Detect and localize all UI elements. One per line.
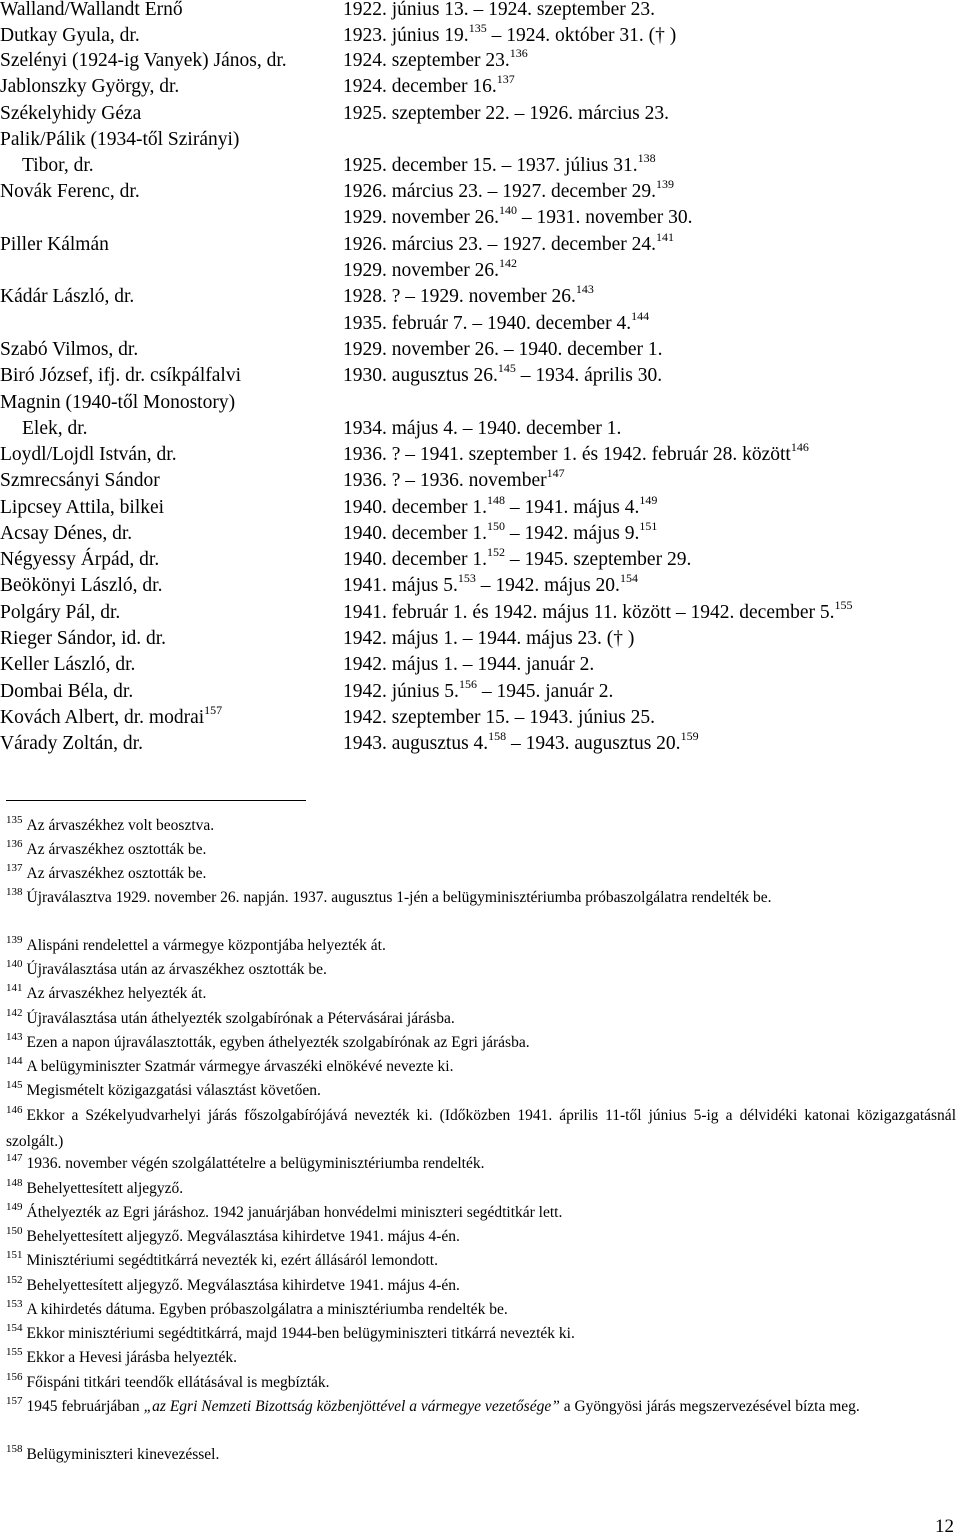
footnote-ref[interactable]: 151 — [639, 519, 658, 533]
term-of-office: 1936. ? – 1941. szeptember 1. és 1942. február 28. között$^{146}$ — [343, 440, 809, 465]
table-row — [0, 153, 960, 179]
footnote-ref[interactable]: 147 — [546, 466, 565, 480]
official-name: Polgáry Pál, dr. — [0, 602, 121, 623]
footnote-ref[interactable]: 142 — [498, 256, 517, 270]
table-row — [0, 547, 960, 573]
official-name: Loydl/Lojdl István, dr. — [0, 444, 177, 465]
official-name: Novák Ferenc, dr. — [0, 181, 140, 202]
footnote: $^{142}$ Újraválasztása után áthelyezték szolgabírónak a Pétervásárai járásba. — [6, 1007, 455, 1027]
table-row — [0, 626, 960, 652]
footnote: $^{137}$ Az árvaszékhez osztották be. — [6, 862, 207, 882]
footnote-ref[interactable]: 139 — [656, 177, 675, 191]
footnote-ref[interactable]: 145 — [497, 361, 516, 375]
footnote-ref[interactable]: 149 — [639, 493, 658, 507]
footnote-ref[interactable]: 157 — [204, 703, 223, 717]
table-row — [0, 652, 960, 678]
official-name: Magnin (1940-től Monostory) — [0, 392, 236, 413]
term-of-office: 1940. december 1.$^{152}$ – 1945. szeptember 29. — [343, 545, 692, 570]
term-of-office: 1922. június 13. – 1924. szeptember 23. — [343, 0, 655, 20]
footnote: $^{140}$ Újraválasztása után az árvaszékhez osztották be. — [6, 958, 327, 978]
footnote: $^{146}$ Ekkor a Székelyudvarhelyi járás főszolgabírójává nevezték ki. (Időközben 1941. április 11-től június 5-ig a délvidéki katonai közigazgatásnál szolgált.) — [6, 1104, 956, 1150]
term-of-office: 1940. december 1.$^{150}$ – 1942. május 9.$^{151}$ — [343, 519, 658, 544]
footnote: $^{138}$ Újraválasztva 1929. november 26. napján. 1937. augusztus 1-jén a belügyminisztériumba próbaszolgálatra rendelték be. — [6, 886, 772, 906]
term-of-office: 1943. augusztus 4.$^{158}$ – 1943. augusztus 20.$^{159}$ — [343, 729, 699, 754]
footnote-separator — [6, 800, 306, 801]
official-name: Palik/Pálik (1934-től Szirányi) — [0, 129, 240, 150]
official-name: Székelyhidy Géza — [0, 103, 142, 124]
table-row — [0, 0, 960, 23]
table-row — [0, 232, 960, 258]
official-name: Szabó Vilmos, dr. — [0, 339, 139, 360]
page-number: 12 — [935, 1516, 954, 1537]
table-row — [0, 179, 960, 205]
official-name: Dombai Béla, dr. — [0, 681, 134, 702]
footnote: $^{148}$ Behelyettesített aljegyző. — [6, 1177, 184, 1197]
footnote: $^{153}$ A kihirdetés dátuma. Egyben próbaszolgálatra a minisztériumba rendelték be. — [6, 1298, 508, 1318]
term-of-office: 1941. február 1. és 1942. május 11. között – 1942. december 5.$^{155}$ — [343, 598, 853, 623]
footnote-ref[interactable]: 140 — [498, 203, 517, 217]
table-row — [0, 74, 960, 100]
footnote: $^{147}$ 1936. november végén szolgálattételre a belügyminisztériumba rendelték. — [6, 1152, 485, 1172]
table-row — [0, 442, 960, 468]
footnote-ref[interactable]: 153 — [457, 571, 476, 585]
term-of-office: 1929. november 26.$^{142}$ — [343, 256, 517, 281]
footnote: $^{155}$ Ekkor a Hevesi járásba helyezték. — [6, 1346, 237, 1366]
term-of-office: 1930. augusztus 26.$^{145}$ – 1934. április 30. — [343, 361, 663, 386]
footnote-ref[interactable]: 135 — [468, 21, 487, 35]
footnote-ref[interactable]: 144 — [631, 309, 650, 323]
official-name: Kádár László, dr. — [0, 286, 135, 307]
official-name: Piller Kálmán — [0, 234, 109, 255]
table-row — [0, 600, 960, 626]
table-row — [0, 731, 960, 757]
official-name: Kovách Albert, dr. modrai$^{157}$ — [0, 703, 223, 728]
official-name: Tibor, dr. — [22, 155, 94, 176]
footnote-ref[interactable]: 138 — [637, 151, 656, 165]
footnote: $^{149}$ Áthelyezték az Egri járáshoz. 1942 januárjában honvédelmi miniszteri segédtitkár lett. — [6, 1201, 563, 1221]
table-row — [0, 573, 960, 599]
table-row — [0, 127, 960, 153]
official-name: Elek, dr. — [22, 418, 88, 439]
term-of-office: 1929. november 26. – 1940. december 1. — [343, 339, 663, 360]
table-row — [0, 23, 960, 49]
official-name: Szmrecsányi Sándor — [0, 470, 160, 491]
term-of-office: 1925. szeptember 22. – 1926. március 23. — [343, 103, 670, 124]
footnote-ref[interactable]: 136 — [509, 46, 528, 60]
official-name: Lipcsey Attila, bilkei — [0, 497, 165, 518]
term-of-office: 1925. december 15. – 1937. július 31.$^{138}$ — [343, 151, 656, 176]
table-row — [0, 101, 960, 127]
official-name: Jablonszky György, dr. — [0, 76, 180, 97]
footnote-ref[interactable]: 152 — [487, 545, 506, 559]
footnote: $^{145}$ Megismételt közigazgatási választást követően. — [6, 1079, 321, 1099]
table-row — [0, 284, 960, 310]
footnote: $^{143}$ Ezen a napon újraválasztották, egyben áthelyezték szolgabírónak az Egri járásba. — [6, 1031, 530, 1051]
table-row — [0, 679, 960, 705]
footnote-ref[interactable]: 137 — [496, 72, 515, 86]
term-of-office: 1926. március 23. – 1927. december 29.$^{139}$ — [343, 177, 675, 202]
footnote: $^{141}$ Az árvaszékhez helyezték át. — [6, 982, 207, 1002]
footnote: $^{135}$ Az árvaszékhez volt beosztva. — [6, 814, 215, 834]
term-of-office: 1941. május 5.$^{153}$ – 1942. május 20.$^{154}$ — [343, 571, 638, 596]
footnote-ref[interactable]: 158 — [488, 729, 507, 743]
official-name: Szelényi (1924-ig Vanyek) János, dr. — [0, 50, 287, 71]
footnote: $^{152}$ Behelyettesített aljegyző. Megválasztása kihirdetve 1941. május 4-én. — [6, 1274, 460, 1294]
footnote: $^{151}$ Minisztériumi segédtitkárrá nevezték ki, ezért állásáról lemondott. — [6, 1249, 438, 1269]
term-of-office: 1929. november 26.$^{140}$ – 1931. november 30. — [343, 203, 693, 228]
footnote: $^{157}$ 1945 februárjában „az Egri Nemzeti Bizottság közbenjöttével a vármegye vezetősége” a Gyöngyösi járás megszervezésével bízta meg. — [6, 1395, 860, 1415]
term-of-office: 1942. június 5.$^{156}$ – 1945. január 2. — [343, 677, 614, 702]
official-name: Dutkay Gyula, dr. — [0, 25, 140, 46]
table-row — [0, 205, 960, 231]
term-of-office: 1942. május 1. – 1944. május 23. († ) — [343, 628, 635, 649]
table-row — [0, 390, 960, 416]
footnote: $^{156}$ Főispáni titkári teendők ellátásával is megbízták. — [6, 1371, 330, 1391]
term-of-office: 1940. december 1.$^{148}$ – 1941. május 4.$^{149}$ — [343, 493, 658, 518]
official-name: Keller László, dr. — [0, 654, 136, 675]
table-row — [0, 337, 960, 363]
official-name: Biró József, ifj. dr. csíkpálfalvi — [0, 365, 241, 386]
official-name: Rieger Sándor, id. dr. — [0, 628, 167, 649]
term-of-office: 1935. február 7. – 1940. december 4.$^{144}$ — [343, 309, 650, 334]
footnote-ref[interactable]: 159 — [680, 729, 699, 743]
footnote: $^{150}$ Behelyettesített aljegyző. Megválasztása kihirdetve 1941. május 4-én. — [6, 1225, 460, 1245]
footnote: $^{136}$ Az árvaszékhez osztották be. — [6, 838, 207, 858]
table-row — [0, 258, 960, 284]
official-name: Várady Zoltán, dr. — [0, 733, 143, 754]
term-of-office: 1924. december 16.$^{137}$ — [343, 72, 515, 97]
table-row — [0, 311, 960, 337]
table-row — [0, 468, 960, 494]
official-name: Acsay Dénes, dr. — [0, 523, 133, 544]
official-name: Négyessy Árpád, dr. — [0, 549, 160, 570]
footnote-ref[interactable]: 155 — [834, 598, 853, 612]
official-name: Beökönyi László, dr. — [0, 575, 163, 596]
footnote-ref[interactable]: 141 — [656, 230, 675, 244]
term-of-office: 1942. május 1. – 1944. január 2. — [343, 654, 595, 675]
official-name: Walland/Wallandt Ernő — [0, 0, 183, 20]
term-of-office: 1934. május 4. – 1940. december 1. — [343, 418, 622, 439]
table-row — [0, 48, 960, 74]
table-row — [0, 495, 960, 521]
table-row — [0, 363, 960, 389]
footnote-ref[interactable]: 154 — [619, 571, 638, 585]
footnote-ref[interactable]: 148 — [487, 493, 506, 507]
table-row — [0, 521, 960, 547]
term-of-office: 1926. március 23. – 1927. december 24.$^{141}$ — [343, 230, 675, 255]
footnote-ref[interactable]: 156 — [458, 677, 477, 691]
term-of-office: 1923. június 19.$^{135}$ – 1924. október 31. († ) — [343, 21, 677, 46]
footnote: $^{139}$ Alispáni rendelettel a vármegye központjába helyezték át. — [6, 934, 386, 954]
footnote: $^{144}$ A belügyminiszter Szatmár vármegye árvaszéki elnökévé nevezte ki. — [6, 1055, 454, 1075]
term-of-office: 1942. szeptember 15. – 1943. június 25. — [343, 707, 655, 728]
footnote-ref[interactable]: 143 — [575, 282, 594, 296]
term-of-office: 1936. ? – 1936. november$^{147}$ — [343, 466, 565, 491]
term-of-office: 1928. ? – 1929. november 26.$^{143}$ — [343, 282, 594, 307]
table-row — [0, 416, 960, 442]
footnote-ref[interactable]: 146 — [790, 440, 809, 454]
table-row — [0, 705, 960, 731]
footnote-ref[interactable]: 150 — [487, 519, 506, 533]
term-of-office: 1924. szeptember 23.$^{136}$ — [343, 46, 528, 71]
footnote: $^{158}$ Belügyminiszteri kinevezéssel. — [6, 1443, 220, 1463]
footnote: $^{154}$ Ekkor minisztériumi segédtitkárrá, majd 1944-ben belügyminiszteri titkárrá nevezték ki. — [6, 1322, 575, 1342]
